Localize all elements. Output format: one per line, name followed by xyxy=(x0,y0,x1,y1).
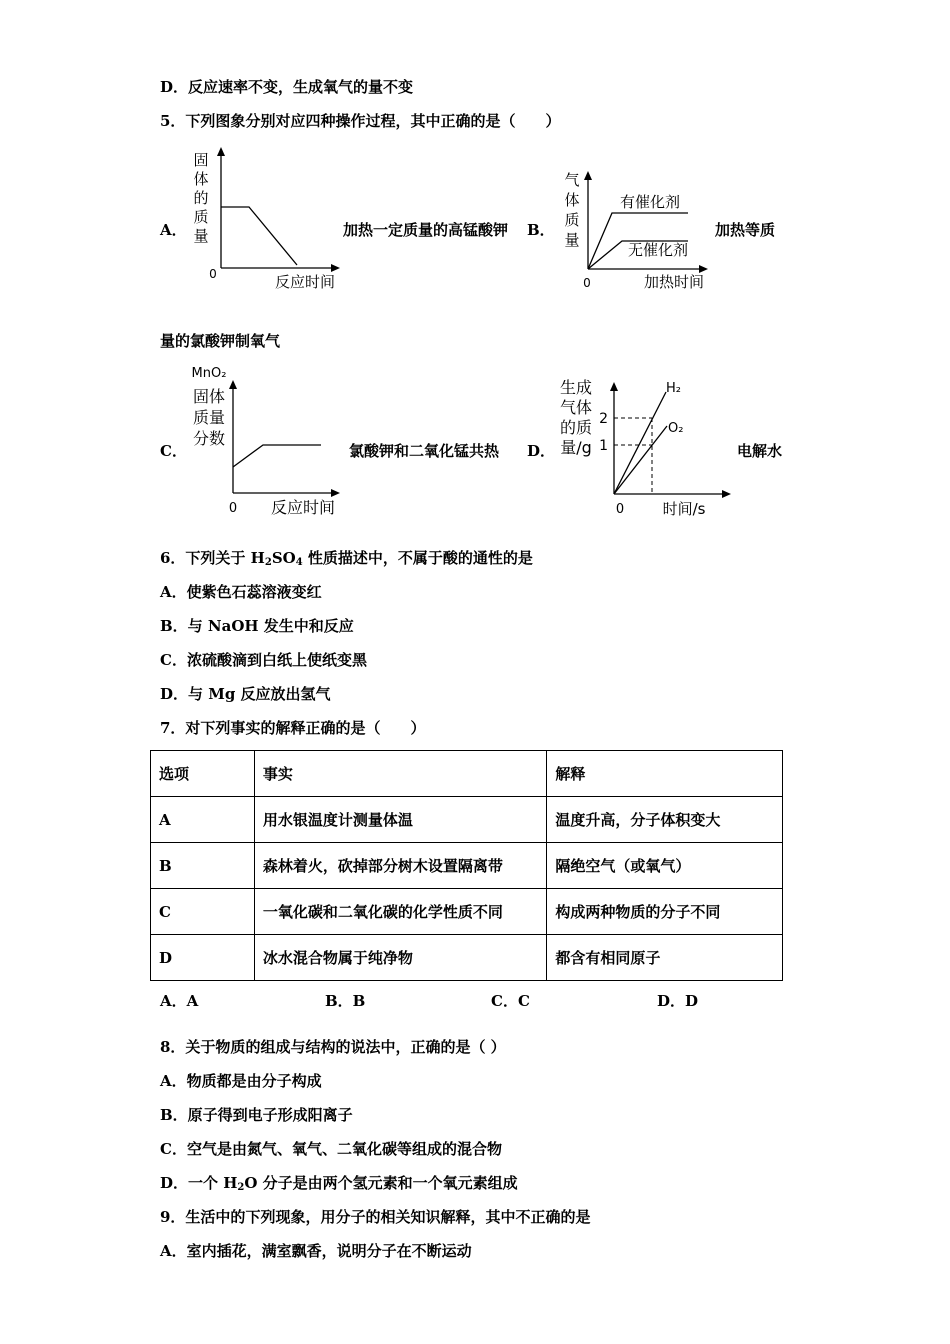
table-cell: 隔绝空气（或氧气） xyxy=(547,843,783,889)
svg-text:量/g: 量/g xyxy=(560,438,592,457)
svg-text:气体: 气体 xyxy=(559,398,593,417)
q7-answer-c: C．C xyxy=(491,992,530,1010)
graph-d-series-h2: H₂ xyxy=(666,381,681,396)
table-cell: 用水银温度计测量体温 xyxy=(254,797,547,843)
svg-text:的质: 的质 xyxy=(559,418,593,437)
table-header-row xyxy=(151,751,783,797)
table-cell: B xyxy=(151,843,255,889)
table-cell: 都含有相同原子 xyxy=(547,935,783,981)
q5-option-a-label: A． xyxy=(160,221,187,239)
table-header-cell: 选项 xyxy=(151,751,255,797)
q5-option-b-desc-1: 加热等质 xyxy=(715,221,776,239)
graph-d-xlabel: 时间/s xyxy=(662,500,706,518)
graph-d-ylabel: 生成 xyxy=(559,378,593,397)
table-cell: 构成两种物质的分子不同 xyxy=(547,889,783,935)
graph-d-tick-1: 1 xyxy=(599,438,608,454)
q5-option-a-desc: 加热一定质量的高锰酸钾 xyxy=(343,221,509,239)
q7-stem: 7．对下列事实的解释正确的是（ ） xyxy=(160,719,426,737)
q5-option-b-label: B． xyxy=(527,221,555,239)
q6-option-a: A．使紫色石蕊溶液变红 xyxy=(160,583,322,601)
graph-d-series-o2: O₂ xyxy=(668,421,684,436)
q7-answer-d: D．D xyxy=(657,992,699,1010)
graph-c-ylabel-top: MnO₂ xyxy=(191,366,227,381)
q5-stem: 5．下列图象分别对应四种操作过程，其中正确的是（ ） xyxy=(160,112,561,130)
q5-option-b-desc-2: 量的氯酸钾制氧气 xyxy=(160,332,281,350)
q5-option-d-desc: 电解水 xyxy=(737,442,783,460)
svg-text:质: 质 xyxy=(193,208,209,226)
q5-graph-b xyxy=(558,163,718,295)
q7-table xyxy=(150,750,783,981)
q5-graph-c xyxy=(185,362,350,520)
table-header-cell: 解释 xyxy=(547,751,783,797)
q6-stem: 6．下列关于 $H_2SO_4$ 性质描述中，不属于酸的通性的是 xyxy=(160,549,533,568)
table-cell: A xyxy=(151,797,255,843)
table-cell: 温度升高，分子体积变大 xyxy=(547,797,783,843)
table-cell: 森林着火，砍掉部分树木设置隔离带 xyxy=(254,843,547,889)
table-row xyxy=(151,935,783,981)
graph-b-curve-high: 有催化剂 xyxy=(619,193,681,211)
table-header-cell: 事实 xyxy=(254,751,547,797)
q8-stem: 8．关于物质的组成与结构的说法中，正确的是（ ） xyxy=(160,1038,506,1056)
svg-text:质: 质 xyxy=(564,211,580,229)
graph-b-xlabel: 加热时间 xyxy=(643,273,705,291)
table-row xyxy=(151,843,783,889)
q5-graph-d xyxy=(554,372,739,522)
svg-text:体: 体 xyxy=(564,191,580,209)
svg-text:分数: 分数 xyxy=(192,429,226,448)
q8-option-a: A．物质都是由分子构成 xyxy=(160,1072,322,1090)
svg-text:质量: 质量 xyxy=(192,408,226,427)
q5-graph-a xyxy=(185,145,345,295)
q9-stem: 9．生活中的下列现象，用分子的相关知识解释，其中不正确的是 xyxy=(160,1208,591,1226)
q6-option-d: D．与 Mg 反应放出氢气 xyxy=(160,685,331,703)
graph-d-origin: 0 xyxy=(615,502,625,517)
table-cell: D xyxy=(151,935,255,981)
graph-c-ylabel: 固体 xyxy=(192,387,226,406)
q8-option-d: D．一个 $H_2O$ 分子是由两个氢元素和一个氧元素组成 xyxy=(160,1174,518,1193)
q6-option-b: B．与 NaOH 发生中和反应 xyxy=(160,617,354,635)
graph-b-ylabel: 气 xyxy=(564,171,580,189)
graph-b-curve-low: 无催化剂 xyxy=(627,241,689,259)
q5-option-d-label: D． xyxy=(527,442,556,460)
q7-answer-b: B．B xyxy=(325,992,366,1010)
table-cell: 一氧化碳和二氧化碳的化学性质不同 xyxy=(254,889,547,935)
table-cell: C xyxy=(151,889,255,935)
graph-d-tick-2: 2 xyxy=(599,411,608,427)
q9-option-a: A．室内插花，满室飘香，说明分子在不断运动 xyxy=(160,1242,472,1260)
graph-c-xlabel: 反应时间 xyxy=(270,498,336,517)
svg-text:体: 体 xyxy=(193,170,209,188)
q7-answer-a: A．A xyxy=(160,992,199,1010)
svg-text:的: 的 xyxy=(193,189,209,207)
graph-b-origin: 0 xyxy=(583,276,591,290)
q8-option-b: B．原子得到电子形成阳离子 xyxy=(160,1106,353,1124)
q6-option-c: C．浓硫酸滴到白纸上使纸变黑 xyxy=(160,651,367,669)
q5-option-c-desc: 氯酸钾和二氧化锰共热 xyxy=(349,442,500,460)
graph-a-ylabel: 固 xyxy=(193,151,209,169)
q8-option-c: C．空气是由氮气、氧气、二氧化碳等组成的混合物 xyxy=(160,1140,502,1158)
graph-c-origin: 0 xyxy=(228,501,238,516)
table-cell: 冰水混合物属于纯净物 xyxy=(254,935,547,981)
svg-text:量: 量 xyxy=(564,231,580,249)
svg-text:量: 量 xyxy=(193,227,209,245)
table-row xyxy=(151,889,783,935)
graph-a-xlabel: 反应时间 xyxy=(274,273,336,291)
q4-option-d: D．反应速率不变，生成氧气的量不变 xyxy=(160,78,414,96)
graph-a-origin: 0 xyxy=(209,267,217,281)
q5-option-c-label: C． xyxy=(160,442,187,460)
table-row xyxy=(151,797,783,843)
